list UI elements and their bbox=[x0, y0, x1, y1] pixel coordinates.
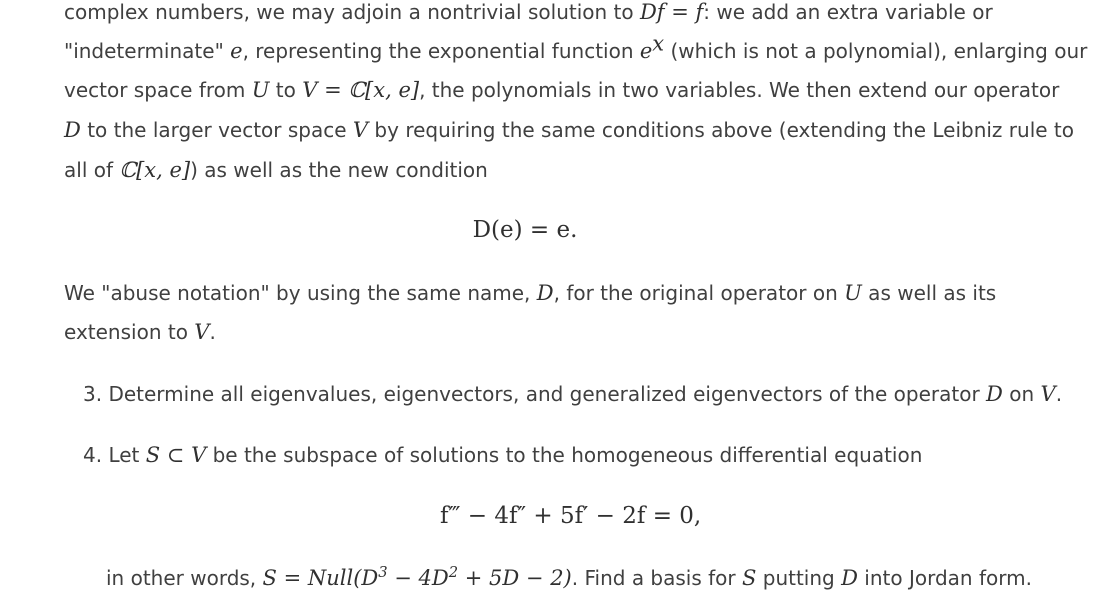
text: "indeterminate" bbox=[64, 39, 231, 63]
text: . bbox=[209, 320, 216, 344]
math-d: D bbox=[841, 566, 858, 590]
list-number: 4. bbox=[83, 443, 103, 467]
text: be the subspace of solutions to the homogeneous differential equation bbox=[206, 443, 923, 467]
text: (which is not a polynomial), enlarging our bbox=[664, 39, 1088, 63]
text: in other words, bbox=[106, 566, 263, 590]
paragraph-2-line-2 bbox=[64, 320, 216, 344]
text: by requiring the same conditions above (extending the Leibniz rule to bbox=[368, 118, 1074, 142]
text: complex numbers, we may adjoin a nontrivial solution to bbox=[64, 0, 640, 24]
math-u: U bbox=[251, 78, 270, 102]
equation-d-e-equals-e: D(e) = e. bbox=[472, 217, 578, 243]
math-s-subset-v: S ⊂ V bbox=[145, 443, 207, 467]
math-part: + 5D − 2) bbox=[458, 566, 572, 590]
math-u: U bbox=[844, 281, 862, 305]
math-d: D bbox=[986, 382, 1003, 406]
text: on bbox=[1002, 382, 1041, 406]
math-d: D bbox=[64, 118, 81, 142]
text: ) as well as the new condition bbox=[190, 158, 488, 182]
math-v: V bbox=[352, 118, 369, 142]
text: , the polynomials in two variables. We then extend our operator bbox=[419, 78, 1060, 102]
text: We "abuse notation" by using the same name, bbox=[64, 281, 537, 305]
text: as well as its bbox=[861, 281, 997, 305]
paragraph-1-line-1 bbox=[64, 0, 993, 24]
text: Determine all eigenvalues, eigenvectors, and generalized eigenvectors of the operator bbox=[102, 382, 987, 406]
text: . Find a basis for bbox=[571, 566, 742, 590]
list-item-3 bbox=[83, 382, 1062, 406]
text: , for the original operator on bbox=[553, 281, 845, 305]
paragraph-1-line-5 bbox=[64, 158, 488, 182]
text: all of bbox=[64, 158, 120, 182]
paragraph-1-line-3 bbox=[64, 78, 1059, 102]
paragraph-1-line-4 bbox=[64, 118, 1074, 142]
math-exp-sup: x bbox=[652, 31, 665, 56]
list-item-4-continuation bbox=[106, 566, 1032, 590]
text: , representing the exponential function bbox=[242, 39, 640, 63]
math-v: V bbox=[194, 320, 210, 344]
math-part: S = Null(D bbox=[262, 566, 379, 590]
math-d: D bbox=[536, 281, 554, 305]
math-s-null-expression bbox=[263, 566, 572, 590]
text: into Jordan form. bbox=[857, 566, 1032, 590]
math-exp-base: e bbox=[639, 39, 653, 63]
math-cxe: ℂ[x, e] bbox=[119, 158, 191, 182]
math-df-equals-f: Df = f bbox=[639, 0, 704, 24]
list-number: 3. bbox=[83, 382, 103, 406]
text: Let bbox=[102, 443, 146, 467]
equation-differential: f‴ − 4f″ + 5f′ − 2f = 0, bbox=[440, 503, 702, 529]
text: extension to bbox=[64, 320, 195, 344]
list-item-4 bbox=[83, 443, 922, 467]
math-sup: 3 bbox=[378, 564, 388, 581]
text: . bbox=[1055, 382, 1063, 406]
text: putting bbox=[756, 566, 842, 590]
text: : we add an extra variable or bbox=[703, 0, 993, 24]
text: to bbox=[269, 78, 303, 102]
text: to the larger vector space bbox=[80, 118, 353, 142]
math-v: V bbox=[1040, 382, 1056, 406]
math-part: − 4D bbox=[387, 566, 449, 590]
math-s: S bbox=[742, 566, 757, 590]
math-sup: 2 bbox=[448, 564, 459, 581]
math-v-definition: V = ℂ[x, e] bbox=[302, 78, 420, 102]
math-e: e bbox=[230, 39, 243, 63]
text: vector space from bbox=[64, 78, 252, 102]
paragraph-2-line-1 bbox=[64, 281, 996, 305]
paragraph-1-line-2 bbox=[64, 31, 1088, 63]
